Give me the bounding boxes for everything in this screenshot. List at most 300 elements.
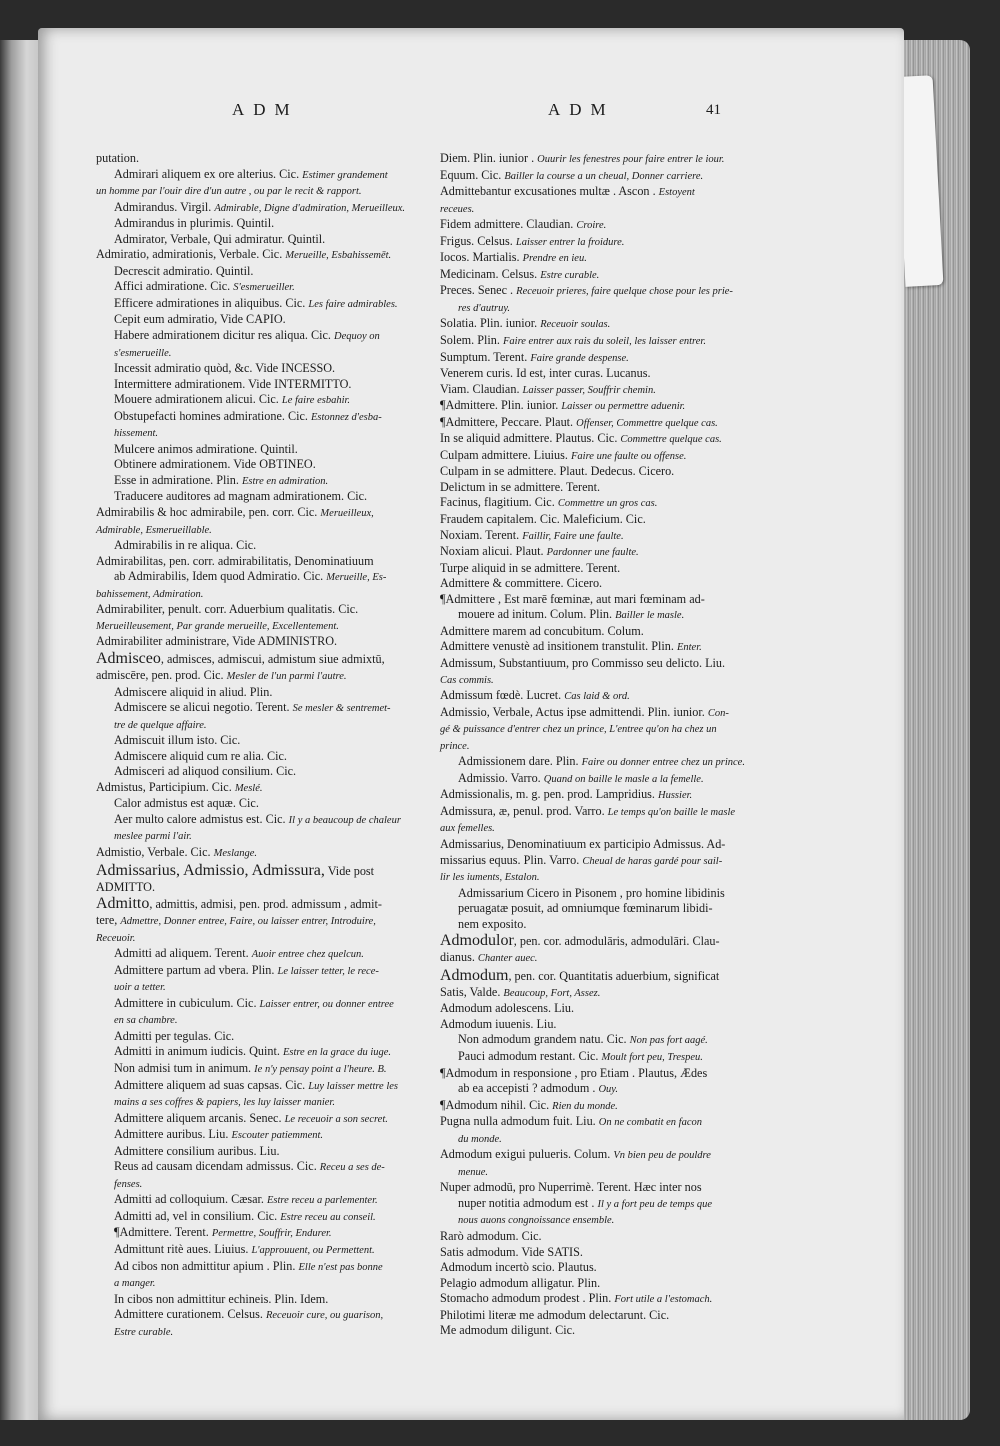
entry-line — [440, 431, 740, 448]
entry-line — [96, 1192, 428, 1209]
entry-line — [440, 592, 740, 608]
latin-text: Non admodum grandem natu. Cic. — [458, 1032, 627, 1047]
latin-text: Admittere venustè ad insitionem transtulit. Plin. — [440, 639, 674, 654]
latin-text: Equum. Cic. — [440, 167, 502, 182]
french-gloss: Escouter patiemment. — [231, 1130, 324, 1142]
latin-text: Admitti in animum iudicis. Quint. — [114, 1044, 280, 1059]
entry-line — [440, 333, 740, 350]
french-gloss: Mesler de l'un parmi l'autre. — [226, 670, 347, 682]
entry-line — [96, 812, 428, 829]
french-gloss: Admettre, Donner entree, Faire, ou laisser entrer, Introduire, — [120, 916, 376, 928]
french-gloss: Receuoir. — [96, 932, 136, 944]
entry-line — [440, 561, 740, 577]
latin-text: Admirabiliter administrare, Vide ADMINISTRO. — [96, 634, 338, 649]
entry-line — [96, 963, 428, 980]
french-gloss: Merueilleux, — [320, 508, 374, 520]
latin-text: Delictum in se admittere. Terent. — [440, 479, 601, 494]
entry-line — [96, 377, 428, 393]
latin-text: Admissum, Substantiuum, pro Commisso seu delicto. Liu. — [440, 655, 726, 670]
running-head-right: ADM — [548, 100, 615, 119]
french-gloss: Meslange. — [213, 847, 258, 859]
latin-text: Admiscuit illum isto. Cic. — [114, 733, 241, 748]
entry-line — [96, 216, 428, 232]
french-gloss: Vn bien peu de pouldre — [613, 1150, 711, 1162]
entry-line — [96, 538, 428, 554]
entry-line — [96, 913, 428, 930]
latin-text: Sumptum. Terent. — [440, 349, 528, 364]
latin-text: Admirandus in plurimis. Quintil. — [114, 216, 275, 231]
latin-text: ab ea accepisti ? admodum . — [458, 1081, 596, 1096]
latin-text: Admissum fœdè. Lucret. — [440, 688, 562, 703]
entry-line — [96, 586, 428, 603]
entry-line — [96, 1324, 428, 1341]
french-gloss: Se mesler & sentremet- — [292, 703, 391, 715]
latin-text: Venerem curis. Id est, inter curas. Lucanus. — [440, 366, 651, 381]
entry-line — [96, 1242, 428, 1259]
latin-text: Admissura, æ, penul. prod. Varro. — [440, 803, 605, 818]
entry-line — [440, 639, 740, 656]
latin-text: Admirabilitas, pen. corr. admirabilitatis, Denominatiuum — [96, 553, 374, 568]
latin-text: Rarò admodum. Cic. — [440, 1229, 542, 1243]
entry-line — [96, 554, 428, 570]
latin-text: Philotimi literæ me admodum delectarunt. Cic. — [440, 1307, 670, 1322]
latin-text: Noxiam. Terent. — [440, 527, 520, 542]
entry-line — [440, 804, 740, 821]
latin-text: Calor admistus est aquæ. Cic. — [114, 796, 259, 811]
entry-line — [96, 345, 428, 362]
entry-line — [440, 495, 740, 512]
french-gloss: Meslé. — [234, 782, 263, 794]
latin-text: Admiscere se alicui negotio. Terent. — [114, 700, 290, 715]
entry-line — [96, 425, 428, 442]
french-gloss: Chanter auec. — [477, 953, 538, 965]
entry-line — [440, 738, 740, 755]
entry-line — [440, 1147, 740, 1164]
latin-text: Incessit admiratio quòd, &c. Vide INCESSO. — [114, 361, 336, 376]
latin-text: Admodum iuuenis. Liu. — [440, 1016, 557, 1031]
latin-text: Obtinere admirationem. Vide OBTINEO. — [114, 457, 316, 472]
french-gloss: tre de quelque affaire. — [114, 719, 207, 731]
entry-line — [440, 688, 740, 705]
latin-text: Solem. Plin. — [440, 333, 500, 348]
entry-line — [440, 869, 740, 886]
entry-line — [96, 1111, 428, 1128]
entry-line — [440, 721, 740, 738]
latin-text: Viam. Claudian. — [440, 381, 520, 396]
french-gloss: Permettre, Souffrir, Endurer. — [211, 1228, 332, 1240]
french-gloss: aux femelles. — [440, 823, 495, 835]
french-gloss: lir les iuments, Estalon. — [440, 872, 540, 884]
entry-line — [440, 624, 740, 640]
entry-line — [440, 672, 740, 689]
french-gloss: s'esmerueille. — [114, 347, 172, 359]
latin-text: ¶Admittere , Est marē fœminæ, aut mari fœminam ad- — [440, 591, 705, 606]
french-gloss: Faire grande despense. — [530, 352, 629, 364]
entry-line — [440, 382, 740, 399]
latin-text: Admodum — [440, 966, 509, 984]
latin-text: Admirabilis & hoc admirabile, pen. corr. Cic. — [96, 505, 318, 520]
french-gloss: Croire. — [576, 220, 607, 232]
latin-text: Admittere auribus. Liu. — [114, 1127, 229, 1142]
french-gloss: Faire une faulte ou offense. — [571, 450, 687, 462]
latin-text: Admitto — [96, 895, 150, 913]
latin-text: Admittere curationem. Celsus. — [114, 1307, 263, 1322]
latin-text: Admissarius, Denominatiuum ex participio Admissus. Ad- — [440, 836, 726, 851]
french-gloss: L'approuuent, ou Permettent. — [251, 1245, 375, 1256]
entry-line — [440, 771, 740, 788]
entry-line — [440, 901, 740, 917]
latin-text: Habere admirationem dicitur res aliqua. Cic. — [114, 328, 331, 343]
latin-text: Admitti ad aliquem. Terent. — [114, 946, 249, 961]
latin-text: Satis admodum. Vide SATIS. — [440, 1244, 583, 1259]
entry-line — [96, 473, 428, 490]
latin-text: Admittere partum ad vbera. Plin. — [114, 962, 275, 977]
french-gloss: Laisser ou permettre aduenir. — [561, 401, 686, 413]
french-gloss: Offenser, Commettre quelque cas. — [576, 417, 718, 429]
entry-line — [440, 168, 740, 185]
entry-line — [440, 787, 740, 804]
french-gloss: Estre curable. — [114, 1326, 174, 1338]
entry-line — [96, 312, 428, 328]
latin-text: Admittere consilium auribus. Liu. — [114, 1143, 280, 1158]
latin-text: Noxiam alicui. Plaut. — [440, 544, 544, 559]
french-gloss: bahissement, Admiration. — [96, 588, 204, 600]
french-gloss: a manger. — [114, 1278, 156, 1290]
entry-line — [96, 1144, 428, 1160]
latin-text: ¶Admittere. Terent. — [114, 1225, 209, 1240]
entry-line — [96, 247, 428, 264]
french-gloss: Fort utile a l'estomach. — [614, 1294, 713, 1306]
entry-line — [96, 569, 428, 586]
entry-line — [440, 837, 740, 853]
french-gloss: Cas laid & ord. — [564, 691, 630, 703]
latin-text: Admistus, Participium. Cic. — [96, 779, 232, 794]
latin-text: Admittebantur excusationes multæ . Ascon . — [440, 184, 656, 199]
entry-line — [440, 201, 740, 218]
french-gloss: Faire entrer aux rais du soleil, les laisser entrer. — [502, 336, 706, 348]
latin-text: Me admodum diligunt. Cic. — [440, 1323, 576, 1338]
french-gloss: Luy laisser mettre les — [308, 1080, 399, 1092]
entry-line — [440, 1196, 740, 1213]
entry-line — [440, 1049, 740, 1066]
entry-line — [96, 264, 428, 280]
latin-text: Iocos. Martialis. — [440, 250, 520, 265]
latin-text: Pauci admodum restant. Cic. — [458, 1048, 599, 1063]
french-gloss: Ouy. — [598, 1084, 618, 1096]
entry-line — [96, 930, 428, 947]
latin-text: Solatia. Plin. iunior. — [440, 316, 538, 331]
right-column — [440, 151, 745, 1339]
entry-line — [96, 650, 428, 668]
latin-text: Preces. Senec . — [440, 283, 514, 298]
entry-line — [96, 764, 428, 780]
entry-line — [440, 1001, 740, 1017]
latin-text: Affici admiratione. Cic. — [114, 279, 231, 294]
french-gloss: Receu a ses de- — [319, 1162, 385, 1174]
latin-text: Admittere in cubiculum. Cic. — [114, 995, 257, 1010]
entry-line — [96, 618, 428, 635]
latin-text: Stomacho admodum prodest . Plin. — [440, 1291, 612, 1306]
entry-line — [96, 279, 428, 296]
french-gloss: nous auons congnoissance ensemble. — [458, 1215, 615, 1227]
entry-line — [96, 845, 428, 862]
entry-line — [440, 234, 740, 251]
entry-line — [96, 1044, 428, 1061]
french-gloss: uoir a tetter. — [114, 982, 166, 994]
entry-line — [96, 1029, 428, 1045]
entry-line — [440, 932, 740, 950]
entry-line — [96, 685, 428, 701]
latin-text: Decrescit admiratio. Quintil. — [114, 263, 254, 278]
french-gloss: Hussier. — [658, 790, 693, 802]
latin-text: missarius equus. Plin. Varro. — [440, 852, 580, 867]
french-gloss: Rien du monde. — [552, 1100, 618, 1112]
latin-text: tere, — [96, 913, 118, 928]
entry-line — [96, 1094, 428, 1111]
french-gloss: prince. — [440, 740, 470, 752]
entry-line — [440, 217, 740, 234]
entry-line — [96, 668, 428, 685]
french-gloss: S'esmerueiller. — [233, 282, 295, 294]
latin-text: Reus ad causam dicendam admissus. Cic. — [114, 1159, 317, 1174]
latin-text: Diem. Plin. iunior . — [440, 151, 535, 165]
latin-text: ¶Admodum in responsione , pro Etiam . Plautus, Ædes — [440, 1065, 708, 1080]
entry-line — [440, 528, 740, 545]
latin-text: Admitti ad colloquium. Cæsar. — [114, 1192, 264, 1207]
latin-text: Admittunt ritè aues. Liuius. — [114, 1242, 249, 1256]
latin-text: Admittere & committere. Cicero. — [440, 576, 603, 591]
french-gloss: Estre curable. — [540, 269, 600, 281]
french-gloss: Ouurir les fenestres pour faire entrer le iour. — [537, 154, 725, 165]
entry-line — [96, 634, 428, 650]
french-gloss: Prendre en ieu. — [522, 253, 587, 265]
french-gloss: On ne combatit en facon — [598, 1117, 702, 1129]
latin-text: Obstupefacti homines admiratione. Cic. — [114, 408, 308, 423]
latin-text: Intermittere admirationem. Vide INTERMITTO. — [114, 376, 352, 391]
entry-line — [440, 184, 740, 201]
french-gloss: gé & puissance d'entrer chez un prince, L'entree qu'on ha chez un — [440, 724, 717, 736]
entry-line — [96, 796, 428, 812]
latin-text: Admissio. Varro. — [458, 770, 541, 785]
latin-text: Non admisi tum in animum. — [114, 1060, 252, 1075]
french-gloss: Auoir entree chez quelcun. — [251, 949, 364, 961]
latin-text: Admissarium Cicero in Pisonem , pro homine libidinis — [458, 885, 725, 900]
french-gloss: hissement. — [114, 428, 159, 440]
french-gloss: Commettre quelque cas. — [620, 434, 722, 446]
latin-text: admiscēre, pen. prod. Cic. — [96, 667, 224, 682]
entry-line — [440, 366, 740, 382]
french-gloss: Le temps qu'on baille le masle — [607, 806, 736, 818]
entry-line — [96, 717, 428, 734]
latin-text: Admisceri ad aliquod consilium. Cic. — [114, 764, 297, 779]
latin-text: nuper notitia admodum est . — [458, 1195, 595, 1210]
latin-text: dianus. — [440, 950, 475, 965]
latin-text-rest: Vide post — [324, 863, 375, 878]
entry-line — [96, 522, 428, 539]
entry-line — [440, 1032, 740, 1049]
entry-line — [96, 602, 428, 618]
entry-line — [440, 853, 740, 870]
entry-line — [96, 183, 428, 200]
entry-line — [440, 1245, 740, 1261]
latin-text: mouere ad initum. Colum. Plin. — [458, 607, 613, 622]
latin-text: Traducere auditores ad magnam admirationem. Cic. — [114, 489, 368, 504]
french-gloss: Estre en admiration. — [241, 475, 329, 487]
entry-line — [96, 1307, 428, 1324]
entry-line — [440, 950, 740, 967]
french-gloss: receues. — [440, 203, 475, 215]
entry-line — [96, 232, 428, 248]
french-gloss: Dequoy on — [333, 331, 380, 343]
french-gloss: Faillir, Faire une faulte. — [522, 530, 624, 542]
french-gloss: en sa chambre. — [114, 1015, 178, 1027]
entry-line — [96, 442, 428, 458]
entry-line — [440, 316, 740, 333]
french-gloss: Admirable, Digne d'admiration, Merueilleux. — [214, 202, 406, 214]
entry-line — [440, 656, 740, 672]
entry-line — [440, 480, 740, 496]
entry-line — [440, 1066, 740, 1082]
french-gloss: Quand on baille le masle a la femelle. — [543, 773, 704, 785]
french-gloss: Elle n'est pas bonne — [298, 1261, 383, 1273]
latin-text: Admodum incertò scio. Plautus. — [440, 1260, 597, 1275]
entry-line — [440, 607, 740, 624]
entry-line — [440, 1164, 740, 1181]
latin-text: Culpam admittere. Liuius. — [440, 447, 568, 462]
entry-line — [96, 862, 428, 880]
latin-text: Esse in admiratione. Plin. — [114, 472, 239, 487]
entry-line — [96, 828, 428, 845]
entry-line — [440, 1081, 740, 1098]
entry-line — [96, 700, 428, 717]
latin-text: In se aliquid admittere. Plautus. Cic. — [440, 431, 618, 446]
entry-line — [440, 576, 740, 592]
entry-line — [440, 1180, 740, 1196]
latin-text: putation. — [96, 151, 139, 165]
entry-line — [440, 415, 740, 432]
latin-text: Frigus. Celsus. — [440, 233, 513, 248]
latin-text: Admodum exigui pulueris. Colum. — [440, 1147, 611, 1162]
entry-line — [96, 1292, 428, 1308]
latin-text: Culpam in se admittere. Plaut. Dedecus. Cicero. — [440, 464, 675, 479]
french-gloss: Estre receu au conseil. — [280, 1211, 376, 1223]
entry-line — [96, 1176, 428, 1193]
french-gloss: Il y a fort peu de temps que — [597, 1198, 713, 1210]
latin-text: Admirabiliter, penult. corr. Aduerbium qualitatis. Cic. — [96, 602, 359, 617]
entry-line — [440, 1308, 740, 1324]
latin-text: ADMITTO. — [96, 879, 156, 894]
french-gloss: res d'autruy. — [458, 302, 511, 314]
french-gloss: Les faire admirables. — [308, 298, 398, 310]
french-gloss: Pardonner une faulte. — [546, 547, 639, 559]
latin-text: Admirator, Verbale, Qui admiratur. Quintil. — [114, 231, 326, 246]
entry-line — [440, 1323, 740, 1339]
french-gloss: Le faire esbahir. — [281, 395, 351, 407]
entry-line — [96, 392, 428, 409]
entry-line — [440, 1260, 740, 1276]
french-gloss: Laisser passer, Souffrir chemin. — [522, 384, 656, 396]
latin-text: Admirabilis in re aliqua. Cic. — [114, 538, 257, 553]
french-gloss: Il y a beaucoup de chaleur — [288, 814, 401, 826]
entry-line — [440, 820, 740, 837]
latin-text: Facinus, flagitium. Cic. — [440, 495, 555, 510]
entry-line — [440, 544, 740, 561]
entry-line — [96, 1078, 428, 1095]
entry-line — [96, 200, 428, 217]
entry-line — [440, 250, 740, 267]
entry-line — [440, 512, 740, 528]
french-gloss: Bailler le masle. — [615, 610, 685, 622]
french-gloss: Laisser entrer, ou donner entree — [259, 998, 394, 1010]
latin-text: Admodulor — [440, 932, 514, 950]
latin-text: Admittere aliquem arcanis. Senec. — [114, 1110, 282, 1125]
entry-line — [440, 350, 740, 367]
french-gloss: un homme par l'ouir dire d'un autre , ou par le recit & rapport. — [96, 186, 362, 198]
latin-text: ab Admirabilis, Idem quod Admiratio. Cic. — [114, 569, 324, 584]
latin-text: Admissionem dare. Plin. — [458, 754, 579, 769]
latin-text-rest: , pen. cor. admodulāris, admodulāri. Clau- — [513, 934, 720, 949]
entry-line — [440, 464, 740, 480]
latin-text: Nuper admodū, pro Nuperrimè. Terent. Hæc inter nos — [440, 1180, 702, 1195]
entry-line — [440, 754, 745, 771]
entry-line — [96, 328, 428, 345]
latin-text: Ad cibos non admittitur apium . Plin. — [114, 1258, 296, 1273]
latin-text: Aer multo calore admistus est. Cic. — [114, 811, 286, 826]
french-gloss: Estoyent — [658, 187, 695, 199]
french-gloss: Bailler la course a un cheual, Donner carriere. — [504, 170, 704, 182]
entry-line — [96, 1012, 428, 1029]
entry-line — [440, 985, 740, 1002]
french-gloss: Cheual de haras gardé pour sail- — [582, 855, 723, 867]
latin-text: Cepit eum admiratio, Vide CAPIO. — [114, 312, 286, 327]
latin-text-rest: , admisces, admiscui, admistum siue admixtū, — [160, 651, 385, 666]
entry-line — [440, 448, 740, 465]
french-gloss: Enter. — [676, 642, 702, 654]
entry-line — [440, 886, 740, 902]
entry-line — [440, 1114, 740, 1131]
entry-line — [96, 489, 428, 505]
latin-text: Admiscere aliquid in aliud. Plin. — [114, 684, 273, 699]
french-gloss: Con- — [707, 707, 729, 719]
latin-text: Admisceo — [96, 649, 161, 667]
french-gloss: Ie n'y pensay point a l'heure. B. — [254, 1063, 387, 1075]
entry-line — [440, 705, 740, 722]
entry-line — [440, 267, 740, 284]
french-gloss: Merueille, Esbahissemēt. — [285, 250, 392, 262]
entry-line — [96, 1275, 428, 1292]
running-head-left: ADM — [232, 100, 299, 119]
entry-line — [440, 967, 740, 985]
entry-line — [96, 1061, 428, 1078]
french-gloss: Laisser entrer la froidure. — [515, 236, 625, 248]
latin-text: ¶Admittere, Peccare. Plaut. — [440, 414, 574, 429]
latin-text: Turpe aliquid in se admittere. Terent. — [440, 560, 621, 575]
latin-text: Admissionalis, m. g. pen. prod. Lampridius. — [440, 787, 655, 802]
entry-line — [96, 1209, 428, 1226]
entry-line — [96, 296, 428, 313]
latin-text: peruagatæ posuit, ad omniumque fœminarum libidi- — [458, 901, 713, 916]
latin-text: Admitti per tegulas. Cic. — [114, 1028, 235, 1043]
entry-line — [440, 1276, 740, 1292]
french-gloss: du monde. — [458, 1133, 502, 1145]
latin-text: Fraudem capitalem. Cic. Maleficium. Cic. — [440, 512, 646, 527]
entry-line — [96, 895, 428, 913]
french-gloss: Receuoir cure, ou guarison, — [265, 1310, 384, 1322]
entry-line — [96, 1159, 428, 1176]
entry-line — [96, 167, 428, 184]
entry-line — [96, 1225, 428, 1242]
latin-text: Admittere marem ad concubitum. Colum. — [440, 623, 644, 638]
